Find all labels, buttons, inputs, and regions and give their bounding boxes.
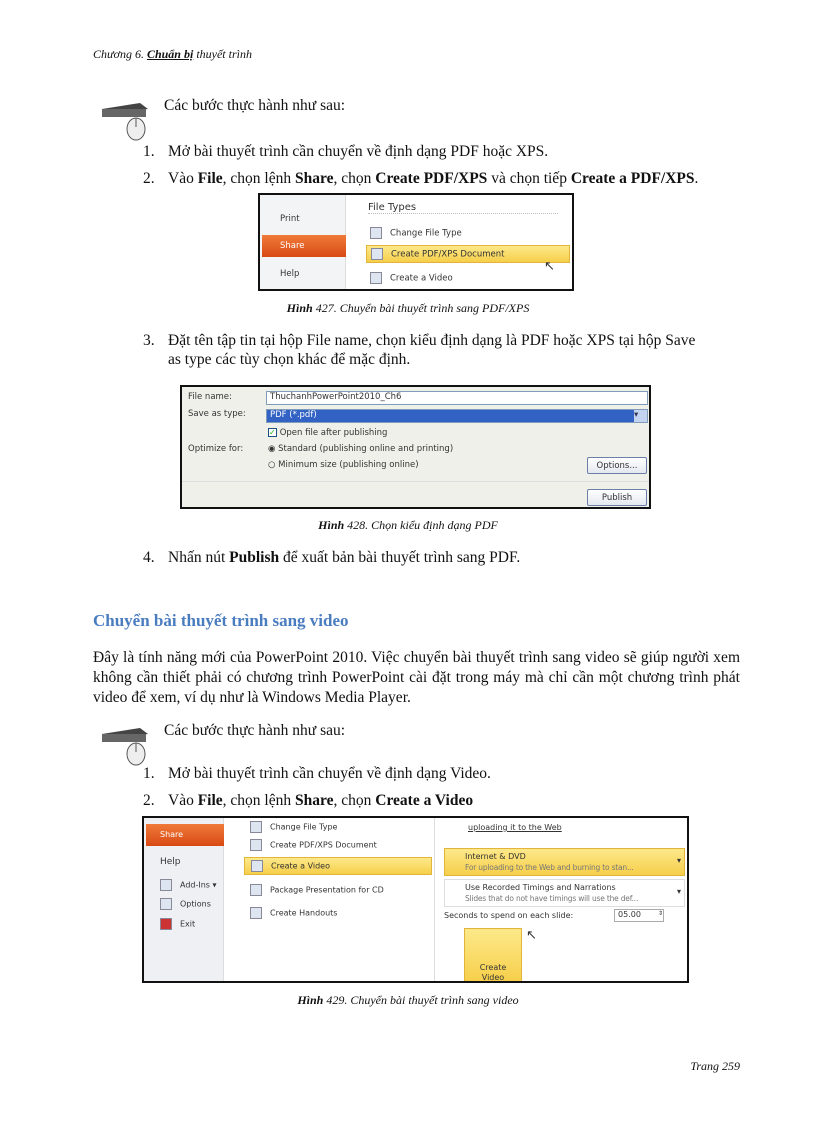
figure-429-caption: Hình 429. Chuyển bài thuyết trình sang video bbox=[297, 993, 519, 1007]
list-number: 2. bbox=[143, 170, 155, 187]
handouts-icon bbox=[250, 907, 262, 919]
figure-429-screenshot bbox=[142, 816, 689, 983]
option-change-file-type[interactable]: Change File Type bbox=[250, 821, 337, 833]
chapter-label: Chương 6. bbox=[93, 47, 147, 61]
option-change-file-type[interactable]: Change File Type bbox=[370, 227, 462, 239]
mouse-keyboard-icon bbox=[100, 95, 150, 141]
figure-427-caption: Hình 427. Chuyển bài thuyết trình sang PDF/XPS bbox=[286, 301, 530, 315]
list-number: 3. bbox=[143, 332, 155, 349]
file-name-input[interactable]: ThuchanhPowerPoint2010_Ch6 bbox=[266, 391, 648, 405]
optimize-label: Optimize for: bbox=[188, 444, 244, 454]
menu-print[interactable]: Print bbox=[280, 214, 300, 224]
menu-help[interactable]: Help bbox=[160, 857, 181, 867]
list-number: 1. bbox=[143, 143, 155, 160]
chapter-title-bold: Chuẩn bị bbox=[146, 47, 194, 61]
section-paragraph: Đây là tính năng mới của PowerPoint 2010. Việc chuyển bài thuyết trình sang video sẽ giúp người xem không cần thiết phải có chương trình PowerPoint cài đặt trong máy mà chỉ cần một chương trình phát video để xem, ví dụ như là Windows Media Player. bbox=[93, 649, 740, 706]
list-item-cont: as type các tùy chọn khác để mặc định. bbox=[168, 351, 411, 368]
option-create-handouts[interactable]: Create Handouts bbox=[250, 907, 337, 919]
list-item: Mở bài thuyết trình cần chuyển về định dạng Video. bbox=[168, 765, 491, 782]
menu-share[interactable]: Share bbox=[262, 235, 346, 257]
options-icon bbox=[160, 898, 172, 910]
file-types-heading: File Types bbox=[368, 202, 558, 214]
menu-options[interactable]: Options bbox=[160, 898, 211, 910]
save-type-select[interactable]: PDF (*.pdf) ▾ bbox=[266, 409, 648, 423]
chevron-down-icon: ▾ bbox=[676, 887, 681, 896]
menu-add-ins[interactable]: Add-Ins ▾ bbox=[160, 879, 217, 891]
standard-radio[interactable]: ◉ Standard (publishing online and printing) bbox=[268, 444, 454, 454]
menu-share[interactable]: Share bbox=[146, 824, 224, 846]
pdf-icon bbox=[250, 839, 262, 851]
menu-help[interactable]: Help bbox=[280, 269, 300, 279]
option-package-cd[interactable]: Package Presentation for CD bbox=[250, 884, 384, 896]
option-create-pdf[interactable]: Create PDF/XPS Document bbox=[250, 839, 377, 851]
options-button[interactable]: Options... bbox=[587, 457, 647, 474]
figure-428-screenshot bbox=[180, 385, 651, 509]
chapter-title: thuyết trình bbox=[193, 47, 252, 61]
steps-intro: Các bước thực hành như sau: bbox=[164, 97, 346, 114]
list-number: 2. bbox=[143, 792, 155, 809]
minimum-radio[interactable]: ○ Minimum size (publishing online) bbox=[268, 460, 419, 470]
upload-link[interactable]: uploading it to the Web bbox=[468, 823, 562, 832]
publish-button[interactable]: Publish bbox=[587, 489, 647, 506]
video-icon bbox=[370, 272, 382, 284]
list-item: Đặt tên tập tin tại hộp File name, chọn kiểu định dạng là PDF hoặc XPS tại hộp Save bbox=[168, 332, 696, 349]
cursor-icon: ↖ bbox=[526, 928, 537, 943]
open-after-checkbox[interactable]: ✓ Open file after publishing bbox=[269, 428, 388, 438]
cursor-icon: ↖ bbox=[544, 259, 555, 274]
figure-427-screenshot bbox=[258, 193, 574, 291]
list-item: Mở bài thuyết trình cần chuyển về định dạng PDF hoặc XPS. bbox=[168, 143, 549, 160]
file-type-icon bbox=[250, 821, 262, 833]
list-item: Nhấn nút Publish để xuất bản bài thuyết trình sang PDF. bbox=[168, 549, 521, 566]
option-create-pdf[interactable]: Create PDF/XPS Document bbox=[366, 245, 570, 263]
list-number: 4. bbox=[143, 549, 155, 566]
add-ins-icon bbox=[160, 879, 172, 891]
cd-icon bbox=[250, 884, 262, 896]
page-number: Trang 259 bbox=[690, 1059, 740, 1073]
quality-dropdown[interactable]: Internet & DVD For uploading to the Web and burning to stan... ▾ bbox=[444, 848, 685, 876]
chevron-down-icon[interactable]: ▾ bbox=[634, 410, 647, 422]
option-create-video[interactable]: Create a Video bbox=[370, 272, 453, 284]
file-type-icon bbox=[370, 227, 382, 239]
save-type-label: Save as type: bbox=[188, 409, 246, 419]
seconds-stepper[interactable]: 05.00 ⇕ bbox=[614, 909, 664, 922]
steps-intro: Các bước thực hành như sau: bbox=[164, 722, 346, 739]
menu-exit[interactable]: Exit bbox=[160, 918, 195, 930]
timing-dropdown[interactable]: Use Recorded Timings and Narrations Slides that do not have timings will use the def... ▾ bbox=[444, 879, 685, 907]
video-icon bbox=[251, 860, 263, 872]
running-header bbox=[93, 47, 252, 62]
list-item: Vào File, chọn lệnh Share, chọn Create PDF/XPS và chọn tiếp Create a PDF/XPS. bbox=[168, 170, 699, 187]
seconds-label: Seconds to spend on each slide: bbox=[444, 911, 574, 920]
exit-icon bbox=[160, 918, 172, 930]
option-create-video[interactable]: Create a Video bbox=[244, 857, 432, 875]
section-heading: Chuyển bài thuyết trình sang video bbox=[93, 611, 349, 630]
file-name-label: File name: bbox=[188, 392, 232, 402]
list-number: 1. bbox=[143, 765, 155, 782]
mouse-keyboard-icon bbox=[100, 720, 150, 766]
figure-428-caption: Hình 428. Chọn kiểu định dạng PDF bbox=[318, 518, 498, 532]
list-item: Vào File, chọn lệnh Share, chọn Create a Video bbox=[168, 792, 474, 809]
chevron-down-icon: ▾ bbox=[676, 856, 681, 865]
pdf-icon bbox=[371, 248, 383, 260]
create-video-button[interactable]: Create Video bbox=[464, 928, 522, 983]
